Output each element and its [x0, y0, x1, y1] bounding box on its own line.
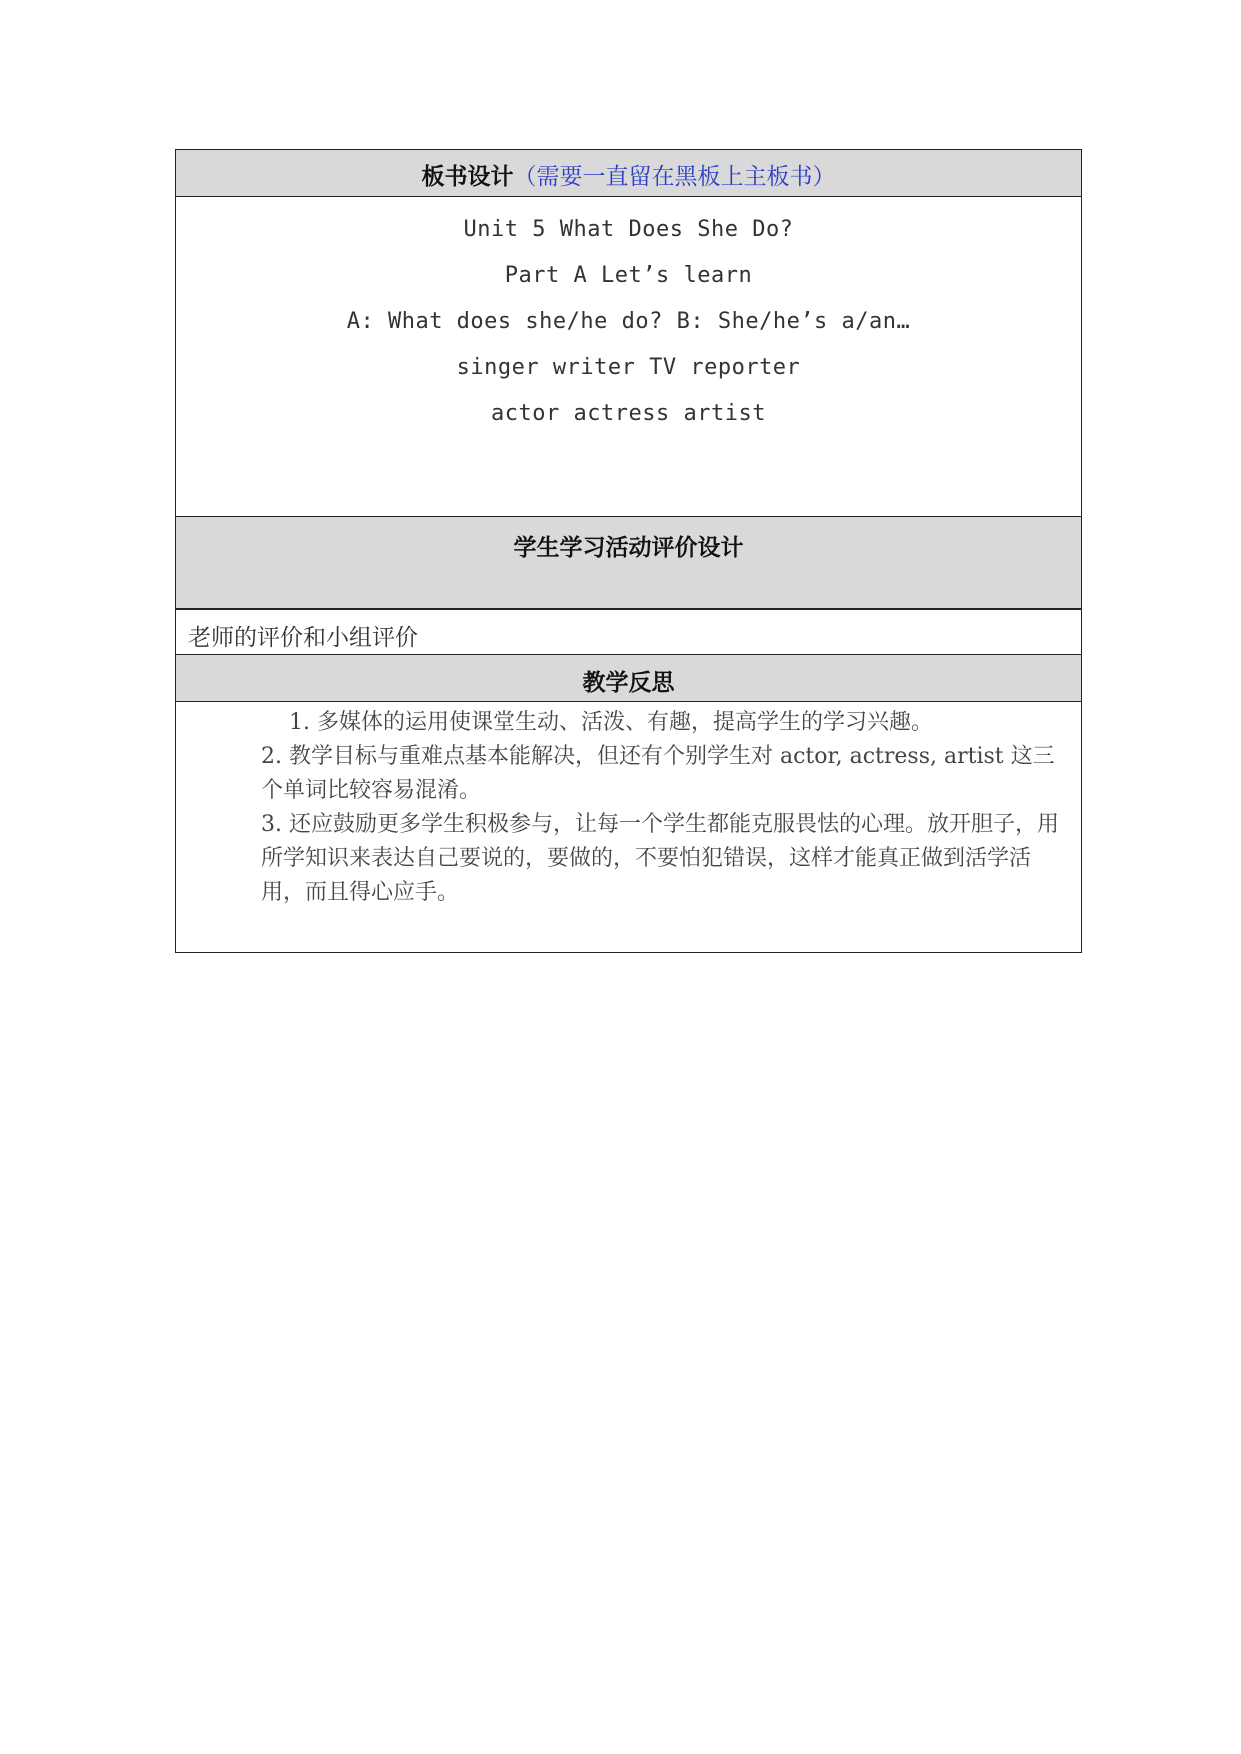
- board-line-words-2: actor actress artist: [491, 401, 766, 426]
- reflection-item-1: 1. 多媒体的运用使课堂生动、活泼、有趣，提高学生的学习兴趣。: [289, 710, 933, 735]
- evaluation-title: 学生学习活动评价设计: [513, 535, 744, 561]
- reflection-item-2: 2. 教学目标与重难点基本能解决，但还有个别学生对 actor, actress, artist 这三个单词比较容易混淆。: [261, 744, 1055, 803]
- board-design-note: （需要一直留在黑板上主板书）: [513, 164, 836, 190]
- board-content: [176, 197, 1081, 517]
- reflection-title: 教学反思: [582, 670, 675, 696]
- evaluation-text: 老师的评价和小组评价: [176, 609, 1081, 655]
- board-line-words-1: singer writer TV reporter: [456, 355, 801, 380]
- reflection-item-3: 3. 还应鼓励更多学生积极参与，让每一个学生都能克服畏怯的心理。放开胆子，用所学知识来表达自己要说的，要做的，不要怕犯错误，这样才能真正做到活学活用，而且得心应手。: [261, 812, 1059, 905]
- board-line-part: Part A Let’s learn: [504, 263, 753, 288]
- board-line-unit: Unit 5 What Does She Do?: [463, 217, 794, 242]
- board-design-title: 板书设计: [421, 164, 514, 190]
- lesson-table: [175, 149, 1082, 953]
- evaluation-header: [176, 517, 1081, 609]
- reflection-header: [176, 655, 1081, 702]
- board-line-dialogue: A: What does she/he do? B: She/he’s a/an…: [346, 309, 911, 334]
- board-design-header: [176, 150, 1081, 197]
- reflection-content: [176, 702, 1081, 952]
